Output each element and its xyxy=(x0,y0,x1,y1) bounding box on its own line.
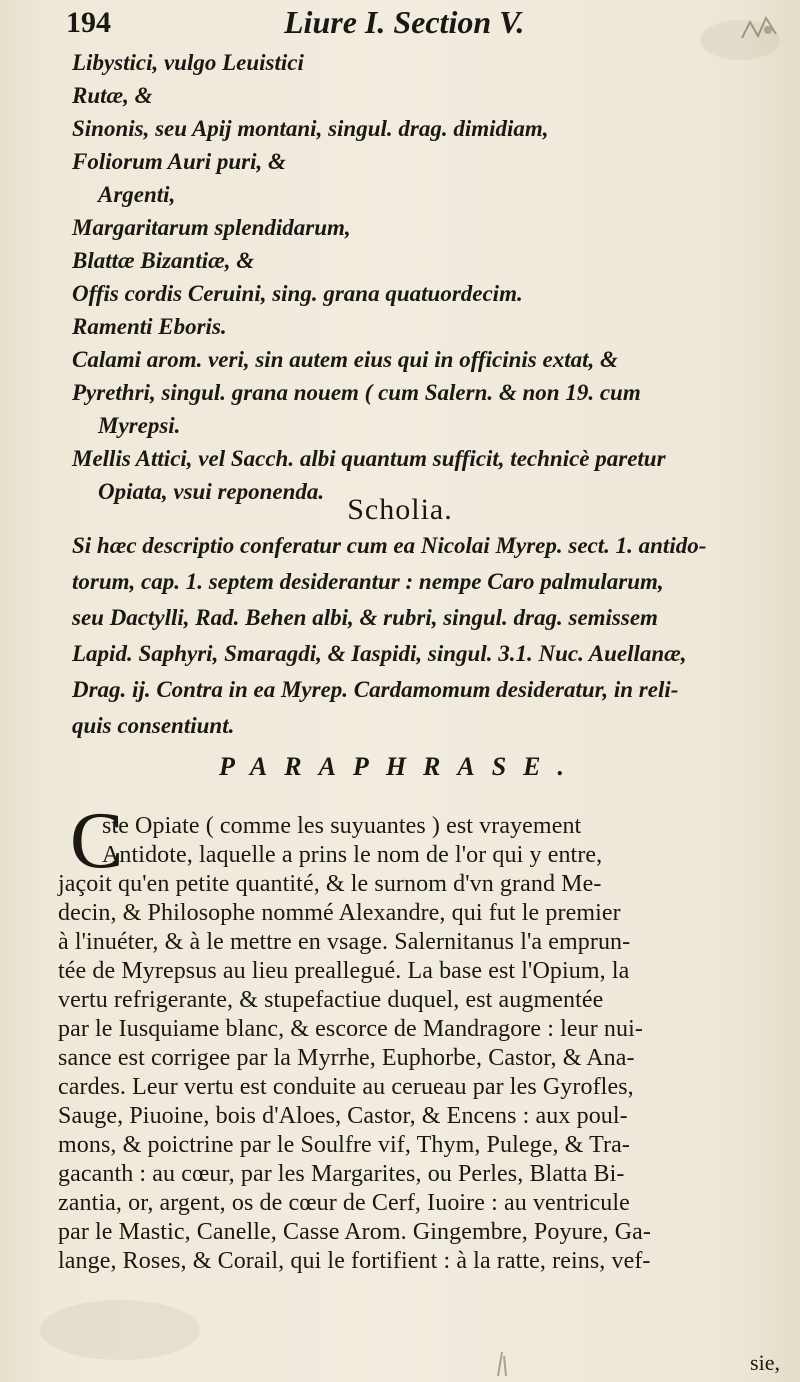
paraphrase-line: gacanth : au cœur, par les Margarites, ou Perles, Blatta Bi- xyxy=(58,1161,625,1187)
scholia-heading: Scholia. xyxy=(347,493,453,526)
scholia-line: Drag. ij. Contra in ea Myrep. Cardamomum desideratur, in reli- xyxy=(72,677,679,702)
recipe-line: Ramenti Eboris. xyxy=(72,314,227,339)
scholia-line: Si hæc descriptio conferatur cum ea Nicolai Myrep. sect. 1. antido- xyxy=(72,533,707,558)
scholia-line: Lapid. Saphyri, Smaragdi, & Iaspidi, singul. 3.1. Nuc. Auellanæ, xyxy=(72,641,687,666)
recipe-line: Sinonis, seu Apij montani, singul. drag. dimidiam, xyxy=(72,116,549,141)
paraphrase-line: jaçoit qu'en petite quantité, & le surnom d'vn grand Me- xyxy=(58,871,602,897)
recipe-line: Argenti, xyxy=(98,182,176,207)
paraphrase-line: sance est corrigee par la Myrrhe, Euphorbe, Castor, & Ana- xyxy=(58,1045,635,1071)
recipe-line: Offis cordis Ceruini, sing. grana quatuordecim. xyxy=(72,281,523,306)
scholia-line: seu Dactylli, Rad. Behen albi, & rubri, singul. drag. semissem xyxy=(72,605,658,630)
paraphrase-line: decin, & Philosophe nommé Alexandre, qui fut le premier xyxy=(58,900,621,926)
recipe-ingredient-list xyxy=(72,46,792,508)
recipe-line: Libystici, vulgo Leuistici xyxy=(72,50,304,75)
paraphrase-line: cardes. Leur vertu est conduite au cerueau par les Gyrofles, xyxy=(58,1074,634,1100)
paraphrase-line: Sauge, Piuoine, bois d'Aloes, Castor, & Encens : aux poul- xyxy=(58,1103,628,1129)
recipe-line: Margaritarum splendidarum, xyxy=(72,215,351,240)
paraphrase-line: vertu refrigerante, & stupefactiue duquel, est augmentée xyxy=(58,987,604,1013)
recipe-line: Myrepsi. xyxy=(98,413,181,438)
recipe-line: Opiata, vsui reponenda. xyxy=(98,479,325,504)
page-number: 194 xyxy=(66,6,111,39)
scholia-line: torum, cap. 1. septem desiderantur : nempe Caro palmularum, xyxy=(72,569,664,594)
recipe-line: Blattæ Bizantiæ, & xyxy=(72,248,255,273)
recipe-line: Calami arom. veri, sin autem eius qui in officinis extat, & xyxy=(72,347,618,372)
drop-cap-initial: C xyxy=(70,797,124,885)
paraphrase-body xyxy=(58,812,786,1276)
paper-stain xyxy=(40,1300,200,1360)
paraphrase-line: tée de Myrepsus au lieu preallegué. La base est l'Opium, la xyxy=(58,958,630,984)
paraphrase-line: zantia, or, argent, os de cœur de Cerf, Iuoire : au ventricule xyxy=(58,1190,630,1216)
paraphrase-line: mons, & poictrine par le Soulfre vif, Thym, Pulege, & Tra- xyxy=(58,1132,630,1158)
scholia-line: quis consentiunt. xyxy=(72,713,235,738)
recipe-line: Pyrethri, singul. grana nouem ( cum Salern. & non 19. cum xyxy=(72,380,641,405)
paraphrase-line: lange, Roses, & Corail, qui le fortifient : à la ratte, reins, vef- xyxy=(58,1248,651,1274)
paraphrase-line: Antidote, laquelle a prins le nom de l'or qui y entre, xyxy=(102,842,603,868)
paraphrase-line: par le Mastic, Canelle, Casse Arom. Gingembre, Poyure, Ga- xyxy=(58,1219,651,1245)
paraphrase-line: ste Opiate ( comme les suyuantes ) est vrayement xyxy=(102,813,582,839)
scholia-text xyxy=(72,528,792,744)
paraphrase-line: par le Iusquiame blanc, & escorce de Mandragore : leur nui- xyxy=(58,1016,643,1042)
paraphrase-line: à l'inuéter, & à le mettre en vsage. Salernitanus l'a emprun- xyxy=(58,929,631,955)
recipe-line: Foliorum Auri puri, & xyxy=(72,149,286,174)
running-head: Liure I. Section V. xyxy=(284,4,525,40)
recipe-line: Mellis Attici, vel Sacch. albi quantum sufficit, technicè paretur xyxy=(72,446,666,471)
printer-ornament-icon xyxy=(738,12,780,42)
paper-fold-mark-icon xyxy=(488,1348,518,1378)
page-header xyxy=(64,4,780,44)
catchword: sie, xyxy=(750,1350,780,1375)
paraphrase-heading: PARAPHRASE. xyxy=(218,752,582,781)
recipe-line: Rutæ, & xyxy=(72,83,153,108)
